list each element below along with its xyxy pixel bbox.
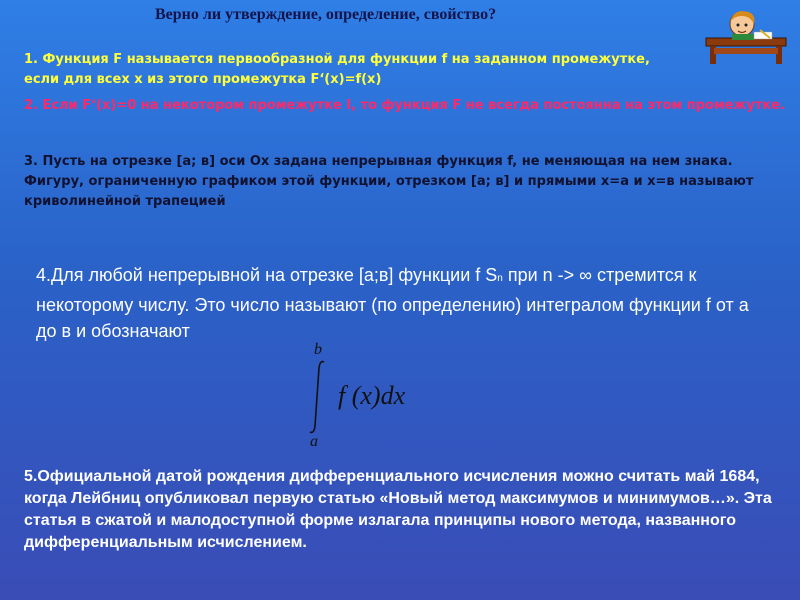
statement-1: 1. Функция F называется первообразной для функции f на заданном промежутке, если для всех x из этого промежутка F‘(x)=f(x) <box>24 52 650 87</box>
statement-5: 5.Официальной датой рождения дифференциального исчисления можно считать май 1684, когда Лейбниц опубликовал первую статью «Новый метод максимумов и минимумов…». Эта статья в сжатой и малодоступной форме излагала принципы нового метода, названного дифференциальным исчислением. <box>24 468 772 551</box>
integral-sign <box>310 362 324 433</box>
integral-integrand: f (x)dx <box>338 381 406 410</box>
statement-4-subscript: n <box>497 273 503 284</box>
page-title: Верно ли утверждение, определение, свойство? <box>155 6 497 23</box>
statement-4-text-start: 4.Для любой непрерывной на отрезке [a;в] функции f S <box>36 265 498 285</box>
integral-upper-limit: b <box>314 341 322 358</box>
statement-4 <box>36 262 756 344</box>
statement-4-text-end: при n -> ∞ стремится к некоторому числу. Это число называют (по определению) интегралом функции f от a до в и обозначают <box>36 265 749 341</box>
integral-formula <box>300 340 480 450</box>
statement-3: 3. Пусть на отрезке [a; в] оси Ох задана непрерывная функция f, не меняющая на нем знака. Фигуру, ограниченную графиком этой функции, отрезком [a; в] и прямыми x=a и x=в называют криволинейной трапецией <box>24 154 754 209</box>
student-at-desk-illustration <box>700 4 792 70</box>
statement-2: 2. Если F‘(x)=0 на некотором промежутке I, то функция F не всегда постоянна на этом промежутке. <box>24 98 785 113</box>
integral-lower-limit: a <box>310 433 318 450</box>
